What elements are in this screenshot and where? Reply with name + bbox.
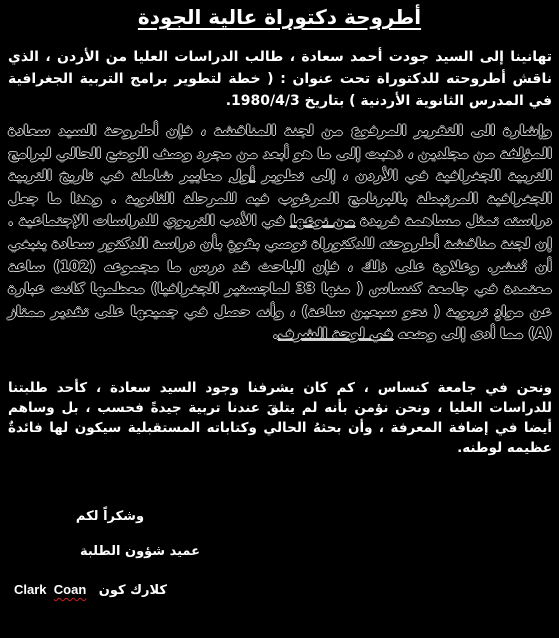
report-text-2: معايير شاملة في تاريخ التربية الجغرافية المرتبطة بالبرنامج المرغوب فيه للمرحلة الثانوية . وهذا ما جعل دراسته تمثل مساهمة فريدة — [8, 168, 552, 230]
congratulation-paragraph: تهانينا إلى السيد جودت أحمد سعادة ، طالب الدراسات العليا من الأردن ، الذي ناقش أطروحته للدكتوراة تحت عنوان : ( خطة لتطوير برامج التربية الجغرافية في المدرس الثانوية الأردنية ) بتاريخ 1980/4/3. — [8, 49, 552, 109]
document-title: أطروحة دكتوراة عالية الجودة — [137, 5, 422, 29]
report-underlined-first: أول — [229, 168, 255, 185]
signer-name-latin — [14, 582, 86, 597]
report-text-3: في الأدب التربوي للدراسات الإجتماعية . إن لجنة مناقشة أطروحته للدكتوراة توصي بقوةٍ بأن دراسة الدكتور سعادة ينبغي أن تُنشر. وعلاوة على ذلك ، فإن الباحث قد درس ما مجموعه (102) ساعة معتمدة في جامعة كنساس ( منها 33 لماجستير الجغرافيا) معظمها كانت عبارة عن موادٍ تربوية ( نحو سبعين ساعة) ، وأنه حصل في جميعها على تقدير ممتاز (A) مما أدى إلى وضعه — [8, 213, 553, 343]
signer-name-arabic: كلارك كون — [98, 583, 167, 598]
signer-first-name: Clark — [14, 582, 47, 597]
committee-report-paragraph — [8, 120, 552, 346]
report-underlined-unique: من نوعها — [290, 213, 355, 230]
closing-thanks: وشكراً لكم — [75, 509, 145, 524]
signer-position: عميد شؤون الطلبة — [79, 544, 201, 559]
university-statement-paragraph: ونحن في جامعة كنساس ، كم كان يشرفنا وجود السيد سعادة ، كأحد طلبتنا للدراسات العليا ، ونحن نؤمن بأنه لم يتلقَ عندنا تربية جيدةً فحسب ، بل وساهم أيضا في إضافة المعرفة ، وأن بحثهُ الحالي وكتاباته المستقبلية سيكون لها فائدةٌ عظيمه لوطنه. — [8, 380, 552, 456]
signer-name — [14, 582, 214, 598]
report-text-4: . — [272, 326, 279, 343]
signer-last-name: Coan — [53, 582, 87, 597]
title-container — [0, 4, 559, 30]
report-underlined-honor-roll: في لوحة الشرف — [278, 326, 393, 343]
report-text-1: وإشارة الى التقرير المرفوع من لجنة المناقشة ، فإن أطروحة السيد سعادة المؤلفة من مجلدين ، ذهبت إلى ما هو أبعد من مجرد وصف الوضع الحالي لبرامج التربية الجغرافية في الأردن ، إلى تطوير — [8, 123, 552, 185]
